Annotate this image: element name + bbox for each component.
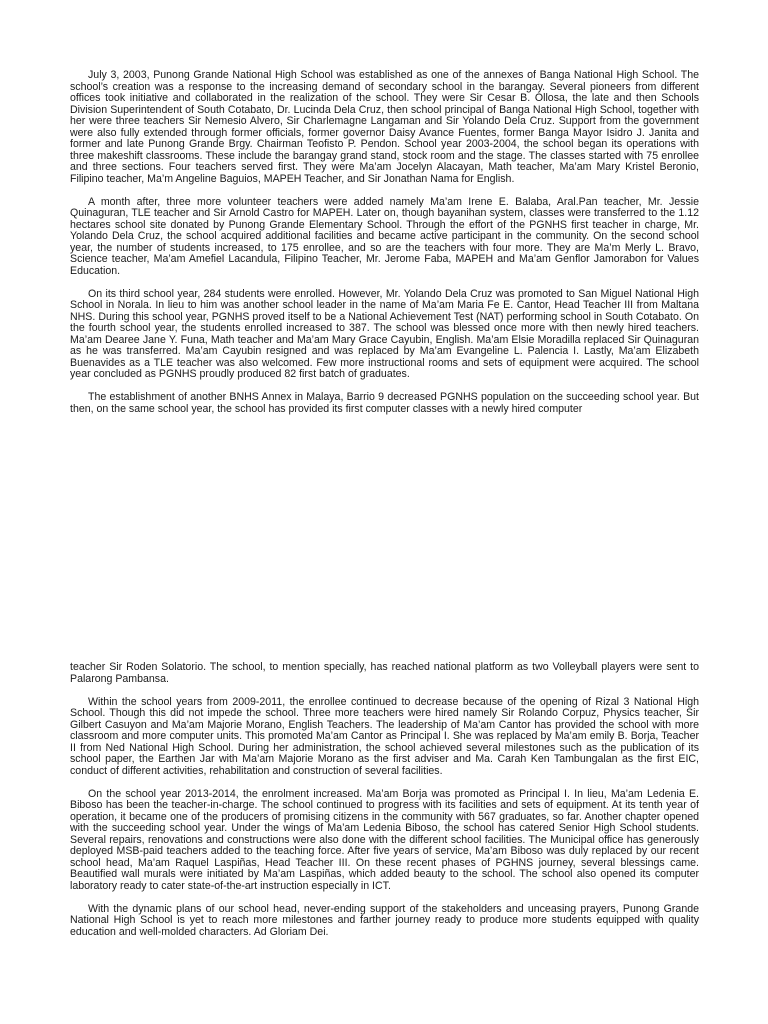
paragraph-third-school-year: On its third school year, 284 students were enrolled. However, Mr. Yolando Dela Cruz was promoted to San Miguel National High School in Norala. In lieu to him was another school leader in the name of Ma’am Maria Fe E. Cantor, Head Teacher III from Maltana NHS. During this school year, PGNHS proved itself to be a National Achievement Test (NAT) performing school in South Cotabato. On the fourth school year, the students enrolled increased to 387. The school was blessed once more with then newly hired teachers. Ma’am Dearee Jane Y. Funa, Math teacher and Ma’am Mary Grace Cayubin, English. Ma’am Elsie Moradilla replaced Sir Quinaguran as he was transferred. Ma’am Cayubin resigned and was replaced by Ma’am Evangeline L. Palencia I. Lastly, Ma’am Elizabeth Buenavides as a TLE teacher was also welcomed. Few more instructional rooms and sets of equipment were acquired. The school year concluded as PGNHS proudly produced 82 first batch of graduates.: [70, 287, 699, 380]
paragraph-2009-2011: Within the school years from 2009-2011, the enrollee continued to decrease because of the opening of Rizal 3 National High School. Though this did not impede the school. Three more teachers were hired namely Sir Rolando Corpuz, Physics teacher, Sir Gilbert Casuyon and Ma’am Majorie Morano, English Teachers. The leadership of Ma’am Cantor has provided the school with more classroom and more computer units. This promoted Ma’am Cantor as Principal I. She was replaced by Ma’am emily B. Borja, Teacher II from Ned National High School. During her administration, the school achieved several milestones such as the publication of its school paper, the Earthen Jar with Ma’am Majorie Morano as the first adviser and Ma. Carah Ken Tambungalan as the first EIC, conduct of different activities, rehabilitation and construction of several facilities.: [70, 695, 699, 777]
text-block-upper: [70, 70, 699, 415]
text-block-lower: [70, 662, 699, 938]
paragraph-2013-2014: On the school year 2013-2014, the enrolment increased. Ma’am Borja was promoted as Principal I. In lieu, Ma’am Ledenia E. Biboso has been the teacher-in-charge. The school continued to progress with its facilities and sets of equipment. At its tenth year of operation, it became one of the producers of promising citizens in the community with 567 graduates, so far. Another chapter opened with the succeeding school year. Under the wings of Ma’am Ledenia Biboso, the school has catered Senior High School students. Several repairs, renovations and constructions were also done with the different school facilities. The Municipal office has generously deployed MSB-paid teachers added to the teaching force. After five years of service, Ma’am Biboso was duly replaced by our recent school head, Ma’am Raquel Laspiñas, Head Teacher III. On these recent phases of PGHNS journey, several blessings came. Beautified wall murals were initiated by Ma’am Laspiñas, which added beauty to the school. The school also opened its computer laboratory ready to cater state-of-the-art instruction especially in ICT.: [70, 787, 699, 892]
paragraph-bnhs-annex: The establishment of another BNHS Annex in Malaya, Barrio 9 decreased PGNHS population on the succeeding school year. But then, on the same school year, the school has provided its first computer classes with a newly hired computer: [70, 391, 699, 415]
paragraph-closing: With the dynamic plans of our school head, never-ending support of the stakeholders and unceasing prayers, Punong Grande National High School is yet to reach more milestones and farther journey ready to produce more students equipped with quality education and well-molded characters. Ad Gloriam Dei.: [70, 902, 699, 938]
paragraph-volunteer-teachers: A month after, three more volunteer teachers were added namely Ma’am Irene E. Balaba, Aral.Pan teacher, Mr. Jessie Quinaguran, TLE teacher and Sir Arnold Castro for MAPEH. Later on, though bayanihan system, classes were transferred to the 1.12 hectares school site donated by Punong Grande Elementary School. Through the effort of the PGNHS first teacher in charge, Mr. Yolando Dela Cruz, the school acquired additional facilities and became active participant in the community. On the second school year, the number of students increased, to 175 enrollee, and so are the teachers with four more. They are Ma’m Merly L. Bravo, Science teacher, Ma’am Amefiel Lacandula, Filipino Teacher, Mr. Jerome Faba, MAPEH and Ma’am Genflor Jamorabon for Values Education.: [70, 195, 699, 277]
paragraph-continuation: teacher Sir Roden Solatorio. The school, to mention specially, has reached national platform as two Volleyball players were sent to Palarong Pambansa.: [70, 661, 699, 685]
paragraph-founding: July 3, 2003, Punong Grande National High School was established as one of the annexes of Banga National High School. The school’s creation was a response to the increasing demand of secondary school in the barangay. Several pioneers from different offices took initiative and collaborated in the realization of the school. They were Sir Cesar B. Ollosa, the late and then Schools Division Superintendent of South Cotabato, Dr. Lucinda Dela Cruz, then school principal of Banga National High School, together with her were three teachers Sir Nemesio Alvero, Sir Charlemagne Langaman and Sir Yolando Dela Cruz. Support from the government were also fully extended through former officials, former governor Daisy Avance Fuentes, former Banga Mayor Isidro J. Janita and former and late Punong Grande Brgy. Chairman Teofisto P. Pendon. School year 2003-2004, the school began its operations with three makeshift classrooms. These include the barangay grand stand, stock room and the stage. The classes started with 75 enrollee and three sections. Four teachers served first. They were Ma’am Jocelyn Alacayan, Math teacher, Ma’am Mary Kristel Beronio, Filipino teacher, Ma’m Angeline Baguios, MAPEH Teacher, and Sir Jonathan Nama for English.: [70, 69, 699, 185]
